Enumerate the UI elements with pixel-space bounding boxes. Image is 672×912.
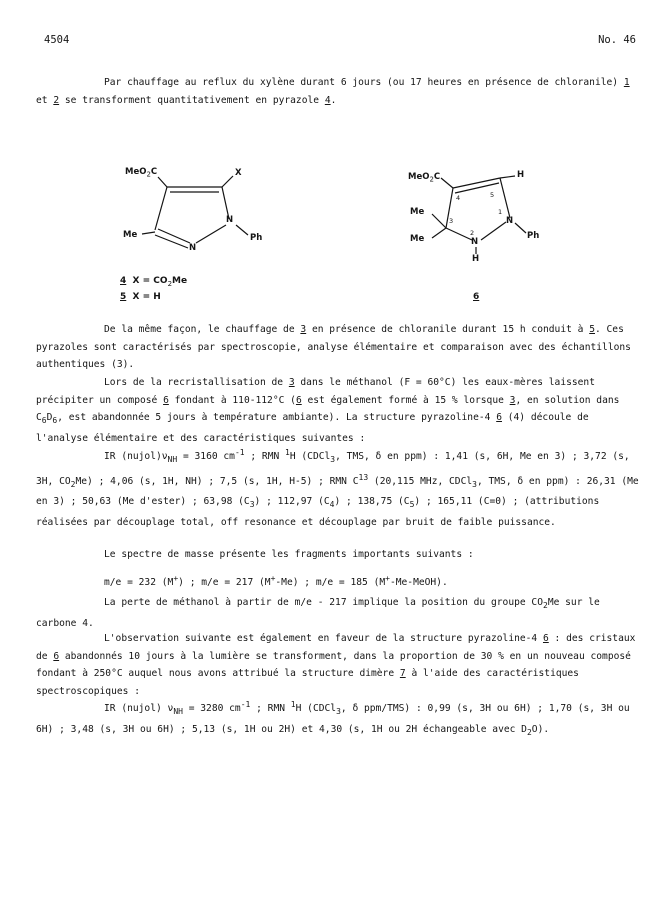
left-n2-label: N bbox=[189, 243, 197, 253]
paragraph-methanol-loss: La perte de méthanol à partir de m/e - 217 implique la position du groupe $CO_2Me$ sur le carbone 4. bbox=[36, 597, 600, 629]
ring-number-4: 4 bbox=[456, 194, 461, 202]
compound-6-label: 6 bbox=[473, 292, 480, 302]
compound-4-label: 4 $X = CO_2Me$ bbox=[120, 276, 188, 288]
right-n1-label: N bbox=[506, 216, 514, 226]
ring-number-2: 2 bbox=[470, 229, 475, 237]
mass-spectrum-fragments: m/e = 232 (M+) ; m/e = 217 (M+-Me) ; m/e = 185 (M+-Me-MeOH). bbox=[104, 574, 448, 589]
paragraph-synthesis: De la même façon, le chauffage de 3 en présence de chloranile durant 15 h conduit à 5. Ces pyrazoles sont caractérisés par spectroscopie, analyse élémentaire et comparaison avec des échantillons authentiques (3). bbox=[36, 324, 631, 371]
left-x-label: X bbox=[235, 168, 242, 178]
intro-paragraph: Par chauffage au reflux du xylène durant 6 jours (ou 17 heures en présence de chloranile) 1 et 2 se transforment quantitativement en pyrazole 4. bbox=[36, 77, 630, 106]
paragraph-dimer-observation: L'observation suivante est également en faveur de la structure pyrazoline-4 6 : des cristaux de 6 abandonnés 10 jours à la lumière se transforment, dans la proportion de 30 % en un nouveau composé fondant à 250°C auquel nous avons attribué la structure dimère 7 à l'aide des caractéristiques spectroscopiques : bbox=[36, 633, 636, 697]
right-meo2c-label: MeO$_2$C bbox=[408, 172, 441, 184]
right-ph-label: Ph bbox=[527, 231, 540, 241]
paragraph-recrystallisation: Lors de la recristallisation de 3 dans le méthanol (F = 60°C) les eaux-mères laissent précipiter un composé 6 fondant à 110-112°C (6 est également formé à 15 % lorsque 3, en solution dans $C_6D_6$, est abandonnée 5 jours à température ambiante). La structure pyrazoline-4 6 (4) découle de l'analyse élémentaire et des caractéristiques suivantes : bbox=[36, 377, 620, 444]
left-me-label: Me bbox=[123, 230, 138, 240]
right-me-bottom-label: Me bbox=[410, 234, 425, 244]
mass-spectrum-intro: Le spectre de masse présente les fragments importants suivants : bbox=[104, 549, 474, 560]
left-meo2c-label: MeO$_2$C bbox=[125, 167, 158, 179]
spectroscopy-data-7: IR (nujol) $\nu_{NH} = 3280$ $cm^{-1}$ ; RMN $^1$H (CDCl$_3$, δ ppm/TMS) : 0,99 (s, 3H ou 6H) ; 1,70 (s, 3H ou 6H) ; 3,48 (s, 3H ou 6H) ; 5,13 (s, 1H ou 2H) et 4,30 (s, 1H ou 2H échangeable avec $D_2O$). bbox=[36, 700, 630, 737]
ring-number-3: 3 bbox=[449, 217, 454, 225]
right-nh-h-label: H bbox=[472, 254, 480, 264]
issue-number: No. 46 bbox=[598, 34, 636, 46]
right-me-top-label: Me bbox=[410, 207, 425, 217]
page-number: 4504 bbox=[44, 34, 70, 46]
ring-number-5: 5 bbox=[490, 191, 495, 199]
left-ph-label: Ph bbox=[250, 233, 263, 243]
ring-number-1: 1 bbox=[498, 208, 503, 216]
right-h-label: H bbox=[517, 170, 525, 180]
spectroscopy-data-6: IR $(nujol)\nu_{NH} = 3160$ $cm^{-1}$ ; RMN $^1$H (CDCl$_3$, TMS, δ en ppm) : 1,41 (s, 6H, Me en 3) ; 3,72 (s, 3H, $CO_2Me$) ; 4,06 (s, 1H, NH) ; 7,5 (s, 1H, H-5) ; RMN $C^{13}$ (20,115 MHz, CDCl$_3$, TMS, δ en ppm) : 26,31 (Me en 3) ; 50,63 (Me d'ester) ; 63,98 $(C_3)$ ; 112,97 $(C_4)$ ; 138,75 $(C_5)$ ; 165,11 (C=0) ; (attributions réalisées par découplage total, off resonance et découplage par bruit de faible puissance. bbox=[36, 448, 639, 528]
right-n2-label: N bbox=[471, 237, 479, 247]
left-n1-label: N bbox=[226, 215, 234, 225]
compound-5-label: 5 X = H bbox=[120, 292, 161, 302]
